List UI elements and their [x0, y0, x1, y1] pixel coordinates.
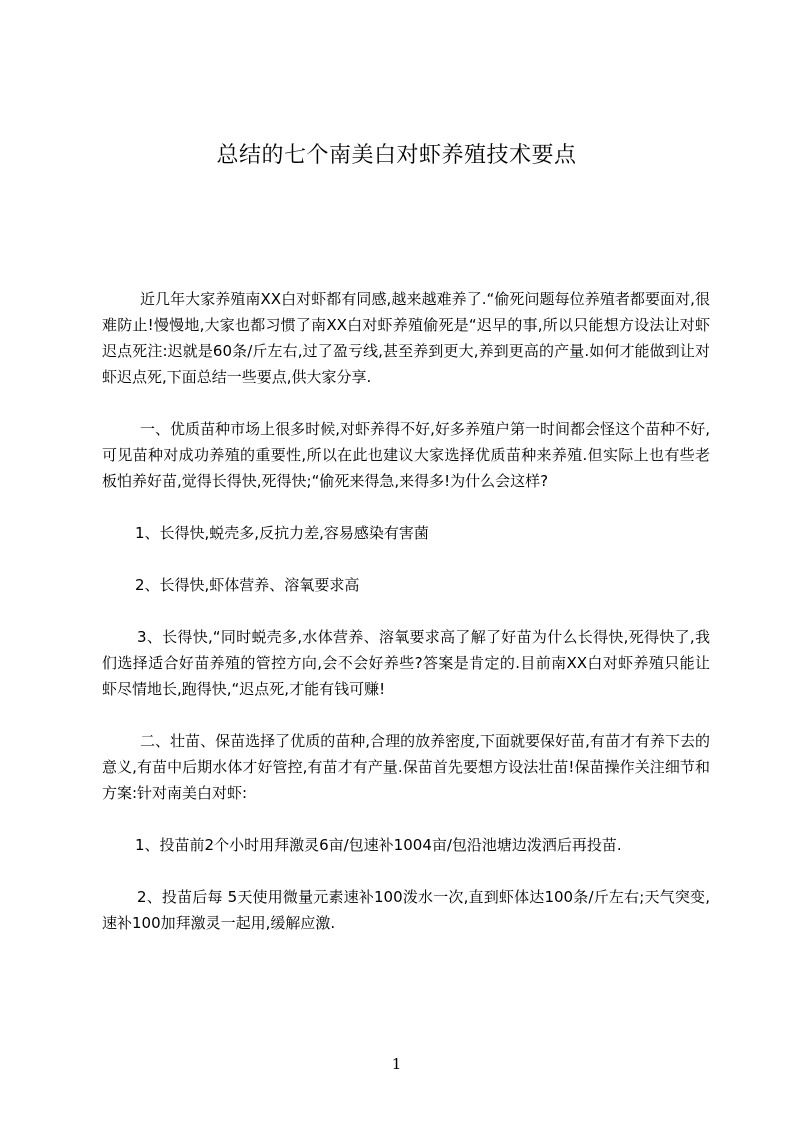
paragraph-section-2: 二、壮苗、保苗选择了优质的苗种,合理的放养密度,下面就要保好苗,有苗才有养下去的意义,有苗中后期水体才好管控,有苗才有产量.保苗首先要想方设法壮苗!保苗操作关注细节和方案:针对南美白对虾: — [102, 732, 710, 802]
paragraph-point-3: 3、长得快,“同时蜕壳多,水体营养、溶氧要求高了解了好苗为什么长得快,死得快了,我们选择适合好苗养殖的管控方向,会不会好养些?答案是肯定的.目前南XX白对虾养殖只能让虾尽情地长,跑得快,“迟点死,才能有钱可赚! — [102, 628, 710, 698]
paragraph-step-2: 2、投苗后每 5天使用微量元素速补100泼水一次,直到虾体达100条/斤左右;天气突变,速补100加拜激灵一起用,缓解应激. — [102, 888, 710, 932]
document-body — [102, 286, 710, 962]
paragraph-point-1: 1、长得快,蜕壳多,反抗力差,容易感染有害菌 — [135, 524, 429, 542]
paragraph-point-2: 2、长得快,虾体营养、溶氧要求高 — [135, 576, 360, 594]
page-number: 1 — [391, 1055, 402, 1073]
paragraph-step-1: 1、投苗前2个小时用拜激灵6亩/包速补1004亩/包沿池塘边泼洒后再投苗. — [135, 836, 622, 854]
paragraph-section-1: 一、优质苗种市场上很多时候,对虾养得不好,好多养殖户第一时间都会怪这个苗种不好,可见苗种对成功养殖的重要性,所以在此也建议大家选择优质苗种来养殖.但实际上也有些老板怕养好苗,觉得长得快,死得快;“偷死来得急,来得多!为什么会这样? — [102, 420, 710, 490]
paragraph-intro: 近几年大家养殖南XX白对虾都有同感,越来越难养了.“偷死问题每位养殖者都要面对,很难防止!慢慢地,大家也都习惯了南XX白对虾养殖偷死是“迟早的事,所以只能想方设法让对虾迟点死注:迟就是60条/斤左右,过了盈亏线,甚至养到更大,养到更高的产量.如何才能做到让对虾迟点死,下面总结一些要点,供大家分享. — [102, 290, 710, 386]
page-title: 总结的七个南美白对虾养殖技术要点 — [216, 143, 577, 168]
